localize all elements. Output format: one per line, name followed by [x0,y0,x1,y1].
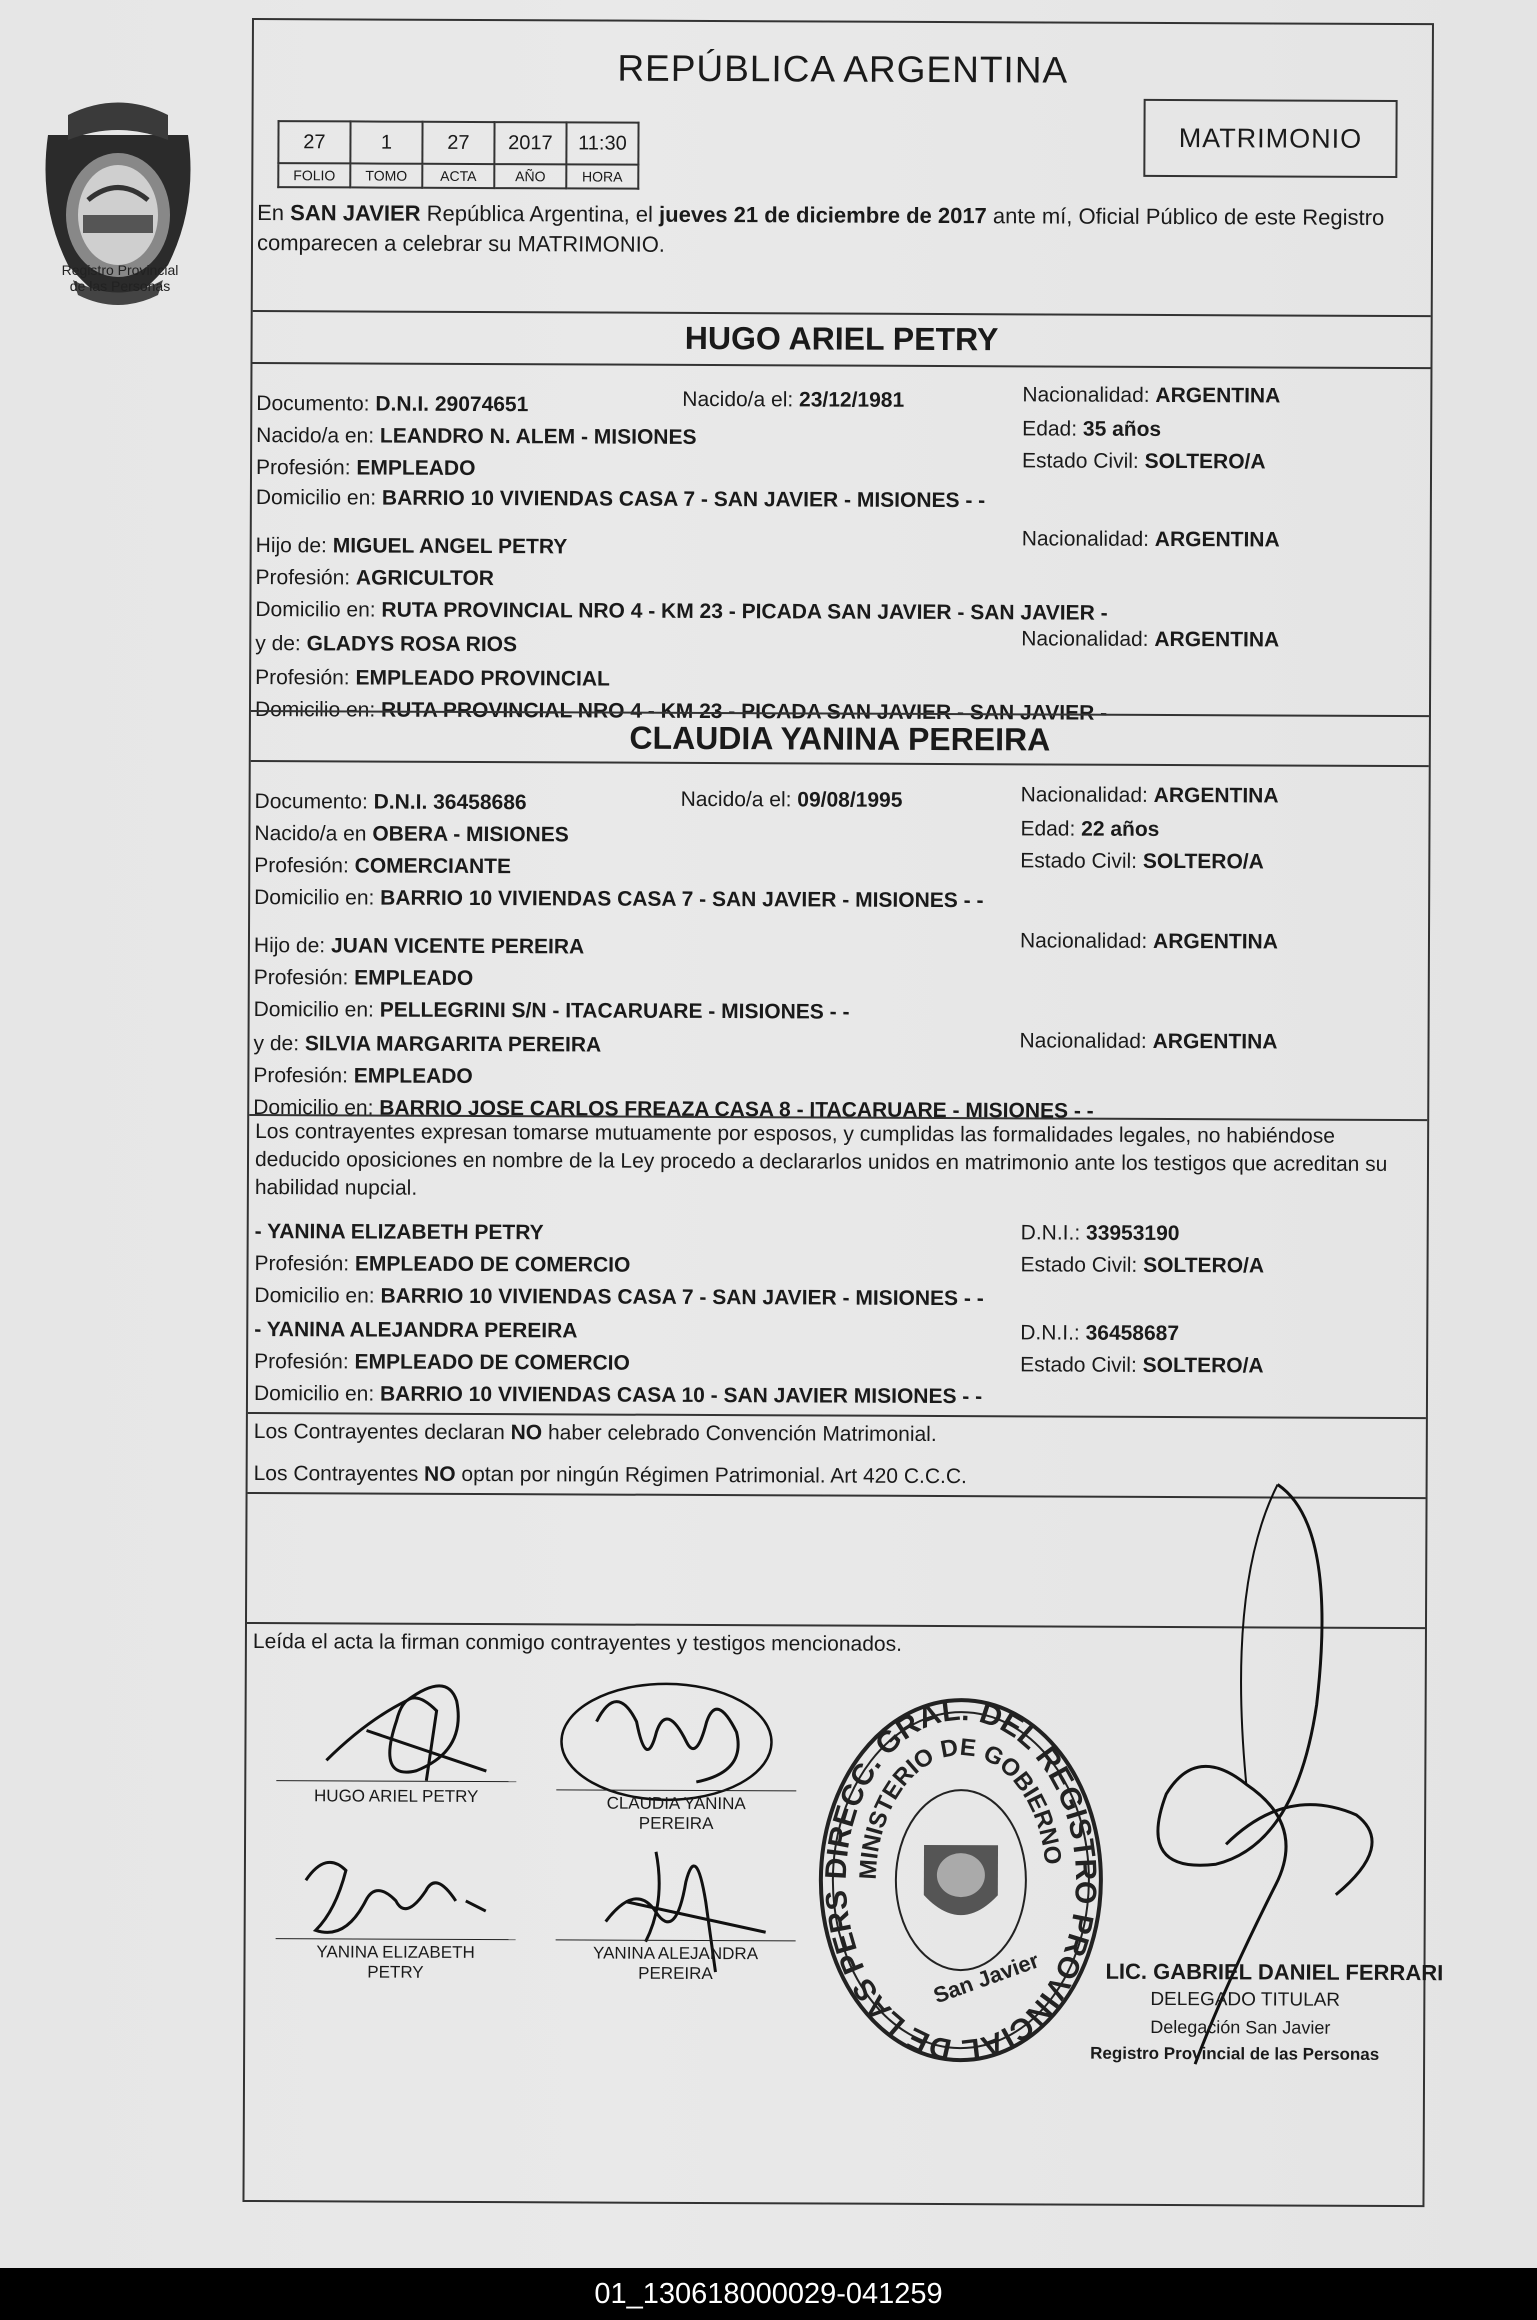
text: Los Contrayentes declaran [253,1420,511,1445]
seal-outer-text: DIRECC. GRAL. DEL REGISTRO PROVINCIAL DE LAS PERSONAS [804,1668,1103,2067]
acta-label: ACTA [422,164,494,188]
officer-role: DELEGADO TITULAR [1150,1988,1341,2011]
value: BARRIO 10 VIVIENDAS CASA 7 - SAN JAVIER - MISIONES - - [381,486,986,513]
spouse2-nacido-en [254,822,568,847]
value: OBERA - MISIONES [372,822,569,847]
label: Nacionalidad: [1021,627,1155,651]
value: RUTA PROVINCIAL NRO 4 - KM 23 - PICADA SAN JAVIER - SAN JAVIER - [381,598,1108,625]
label: Nacionalidad: [1020,783,1154,807]
spouse1-estado-civil [1022,449,1266,474]
anio-label: AÑO [494,164,566,188]
divider [253,310,1431,317]
value: 23/12/1981 [799,388,905,412]
value: ARGENTINA [1154,527,1280,552]
spouse2-father-domicilio [254,998,850,1025]
value: EMPLEADO DE COMERCIO [354,1252,631,1277]
label: Domicilio en: [255,486,383,510]
spouse1-nacido-en [256,424,696,450]
value: COMERCIANTE [354,854,512,879]
value: D.N.I. 36458686 [373,790,527,815]
value: EMPLEADO [354,966,474,990]
label: Profesión: [254,854,355,878]
folio-value: 27 [278,121,350,163]
intro-text-1: En [257,200,291,226]
value: ARGENTINA [1153,783,1279,808]
spouse2-nacido-el [681,788,903,813]
label: Edad: [1022,417,1083,441]
value: LEANDRO N. ALEM - MISIONES [379,424,697,449]
signature-label-line1: CLAUDIA YANINA [606,1793,746,1814]
anio-value: 2017 [494,122,566,164]
text: optan por ningún Régimen Patrimonial. Art 420 C.C.C. [455,1462,967,1489]
label: Domicilio en: [254,698,382,722]
spouse1-name: HUGO ARIEL PETRY [684,319,999,358]
spouse2-estado-civil [1020,849,1264,874]
witness1-estado-civil [1021,1253,1265,1278]
acta-value: 27 [422,122,494,164]
spouse2-edad [1020,817,1159,842]
label: Profesión: [253,966,355,990]
label: Hijo de: [255,534,333,558]
emphasis: NO [424,1462,456,1486]
value: EMPLEADO PROVINCIAL [355,666,610,691]
spouse1-mother-nacionalidad [1021,627,1279,652]
spouse1-mother-profesion [255,666,610,692]
seal-bottom-text: San Javier [930,1947,1043,2009]
intro-text-2: República Argentina, el [420,200,660,227]
witness1-domicilio [254,1284,983,1311]
emphasis: NO [510,1421,543,1445]
label: Domicilio en: [253,998,380,1022]
hora-value: 11:30 [566,122,638,164]
intro-date: jueves 21 de diciembre de 2017 [659,201,987,229]
spouse1-father [256,534,568,559]
label: Domicilio en: [254,1284,381,1308]
official-seal [804,1668,1107,2067]
value: AGRICULTOR [355,566,495,591]
label: Nacido/a en [254,822,373,846]
spouse2-mother-nacionalidad [1019,1029,1277,1054]
spouse2-nacionalidad [1021,783,1279,808]
label: Profesión: [254,1350,355,1374]
value: SILVIA MARGARITA PEREIRA [304,1032,602,1057]
emblem-caption [20,262,220,294]
label: Nacido/a en: [256,424,380,448]
label: Nacionalidad: [1021,527,1155,551]
spouse2-documento [255,790,527,815]
label: Nacionalidad: [1019,929,1154,953]
value: ARGENTINA [1152,1029,1278,1054]
label: y de: [253,1032,305,1056]
label: Nacionalidad: [1019,1029,1153,1053]
spouse1-mother [255,632,517,657]
tomo-value: 1 [350,121,422,163]
emblem-caption-line2: de las Personas [69,278,171,294]
text: haber celebrado Convención Matrimonial. [542,1421,937,1447]
value: SOLTERO/A [1144,449,1266,474]
value: SOLTERO/A [1142,1353,1264,1378]
label: Profesión: [253,1064,354,1088]
spouse2-profesion [254,854,511,879]
spouse2-father-nacionalidad [1020,929,1278,954]
spouse1-father-nacionalidad [1022,527,1280,552]
value: 36458687 [1085,1321,1180,1346]
label: Domicilio en: [254,886,381,910]
signature-label-line2: PEREIRA [638,1813,714,1834]
divider [251,760,1429,767]
officer-org: Registro Provincial de las Personas [1090,2043,1380,2064]
value: SOLTERO/A [1143,1253,1265,1278]
spouse2-father-profesion [254,966,474,991]
registry-table [277,120,639,190]
label: Profesión: [254,1252,356,1276]
label: Hijo de: [253,934,332,958]
value: BARRIO 10 VIVIENDAS CASA 7 - SAN JAVIER - MISIONES - - [380,1284,984,1311]
value: SOLTERO/A [1142,849,1264,874]
label: Estado Civil: [1020,1353,1143,1377]
convention-text [254,1420,937,1447]
witness2-profesion [254,1350,630,1376]
hora-label: HORA [566,164,638,188]
value: 35 años [1082,417,1162,441]
label: Estado Civil: [1020,849,1143,873]
label: y de: [255,632,307,656]
spouse2-domicilio [254,886,983,913]
witness2-domicilio [254,1382,982,1409]
closing-text: Leída el acta la firman conmigo contrayentes y testigos mencionados. [252,1630,902,1656]
label: Domicilio en: [253,1096,380,1120]
label: Profesión: [255,566,356,590]
witness2-estado-civil [1020,1353,1264,1378]
folio-label: FOLIO [278,163,350,187]
spouse1-domicilio [256,486,985,513]
intro-place: SAN JAVIER [290,200,421,226]
signature-label-hugo: HUGO ARIEL PETRY [313,1786,479,1807]
spouse1-nacido-el [682,388,904,413]
act-type-box: MATRIMONIO [1143,99,1397,178]
witness1-name [255,1220,544,1245]
spouse2-mother [253,1032,601,1058]
value: JUAN VICENTE PEREIRA [330,934,585,959]
witness2-dni [1020,1321,1179,1346]
spouse2-father [254,934,584,959]
label: Estado Civil: [1022,449,1145,473]
seal-inner-text: MINISTERIO DE GOBIERNO [854,1733,1067,1881]
footer-code: 01_130618000029-041259 [0,2268,1537,2320]
signature-claudia [546,1661,787,1802]
spouse1-father-profesion [256,566,495,591]
label: Estado Civil: [1020,1253,1144,1277]
value: D.N.I. 29074651 [375,392,529,417]
spouse1-edad [1022,417,1161,442]
value: - YANINA ALEJANDRA PEREIRA [254,1318,578,1343]
spouse1-father-domicilio [255,598,1107,626]
intro-text-3: ante mí, Oficial Público de este Registro comparecen a celebrar su MATRIMONIO. [256,203,1385,257]
spouse2-mother-profesion [253,1064,473,1089]
value: BARRIO 10 VIVIENDAS CASA 10 - SAN JAVIER MISIONES - - [379,1382,983,1409]
label: Domicilio en: [255,598,382,622]
signature-label-line2: PEREIRA [638,1963,713,1984]
regime-text [254,1462,967,1489]
label: Documento: [256,392,376,416]
divider [248,1412,1426,1419]
witness2-name [254,1318,577,1343]
value: 09/08/1995 [797,788,903,812]
value: 22 años [1081,817,1160,841]
value: GLADYS ROSA RIOS [306,632,518,657]
signature-label-yanina-elizabeth [275,1942,515,1983]
signature-yanina-elizabeth [286,1840,526,1951]
emblem-caption-line1: Registro Provincial [61,262,179,278]
signature-label-line1: YANINA ELIZABETH [316,1942,475,1962]
label: Edad: [1020,817,1082,841]
label: Profesión: [255,666,356,690]
value: ARGENTINA [1154,627,1280,652]
witness1-profesion [255,1252,631,1278]
document-title: REPÚBLICA ARGENTINA [617,47,1069,91]
intro-paragraph [257,198,1427,263]
label: D.N.I.: [1020,1321,1086,1345]
value: ARGENTINA [1153,929,1278,954]
value: PELLEGRINI S/N - ITACARUARE - MISIONES - - [379,998,850,1024]
value: EMPLEADO [353,1064,473,1088]
value: ARGENTINA [1155,383,1281,408]
witness1-dni [1021,1221,1180,1246]
label: Profesión: [255,456,357,480]
value: - YANINA ELIZABETH PETRY [254,1220,544,1245]
spouse1-nacionalidad [1022,383,1280,408]
value: EMPLEADO [356,456,476,480]
certificate-frame [242,18,1444,2207]
officer-office: Delegación San Javier [1150,2016,1331,2038]
signature-label-yanina-alejandra [555,1943,795,1984]
value: EMPLEADO DE COMERCIO [354,1350,630,1375]
spouse2-name: CLAUDIA YANINA PEREIRA [629,719,1051,758]
spouse1-profesion [256,456,476,481]
label: D.N.I.: [1020,1221,1087,1245]
tomo-label: TOMO [350,163,422,187]
spouse1-documento [256,392,528,417]
declaration-text: Los contrayentes expresan tomarse mutuamente por esposos, y cumplidas las formalidades legales, no habiéndose deducido oposiciones en nombre de la Ley procedo a declararlos unidos en matrimonio ante los testigos que acreditan su habilidad nupcial. [254,1120,1388,1200]
divider [252,362,1430,369]
label: Documento: [254,790,374,814]
label: Nacionalidad: [1022,383,1156,407]
value: 33953190 [1085,1221,1180,1246]
label: Nacido/a el: [682,387,800,412]
text: Los Contrayentes [253,1462,425,1486]
value: BARRIO JOSE CARLOS FREAZA CASA 8 - ITACARUARE - MISIONES - - [379,1096,1094,1123]
value: RUTA PROVINCIAL NRO 4 - KM 23 - PICADA SAN JAVIER - SAN JAVIER - [380,698,1108,725]
label: Domicilio en: [253,1382,381,1406]
officer-name: LIC. GABRIEL DANIEL FERRARI [1105,1958,1444,1986]
value: BARRIO 10 VIVIENDAS CASA 7 - SAN JAVIER - MISIONES - - [380,886,984,913]
label: Nacido/a el: [680,787,798,812]
value: MIGUEL ANGEL PETRY [332,534,568,559]
signature-label-line2: PETRY [367,1962,424,1982]
signature-label-line1: YANINA ALEJANDRA [593,1943,759,1964]
